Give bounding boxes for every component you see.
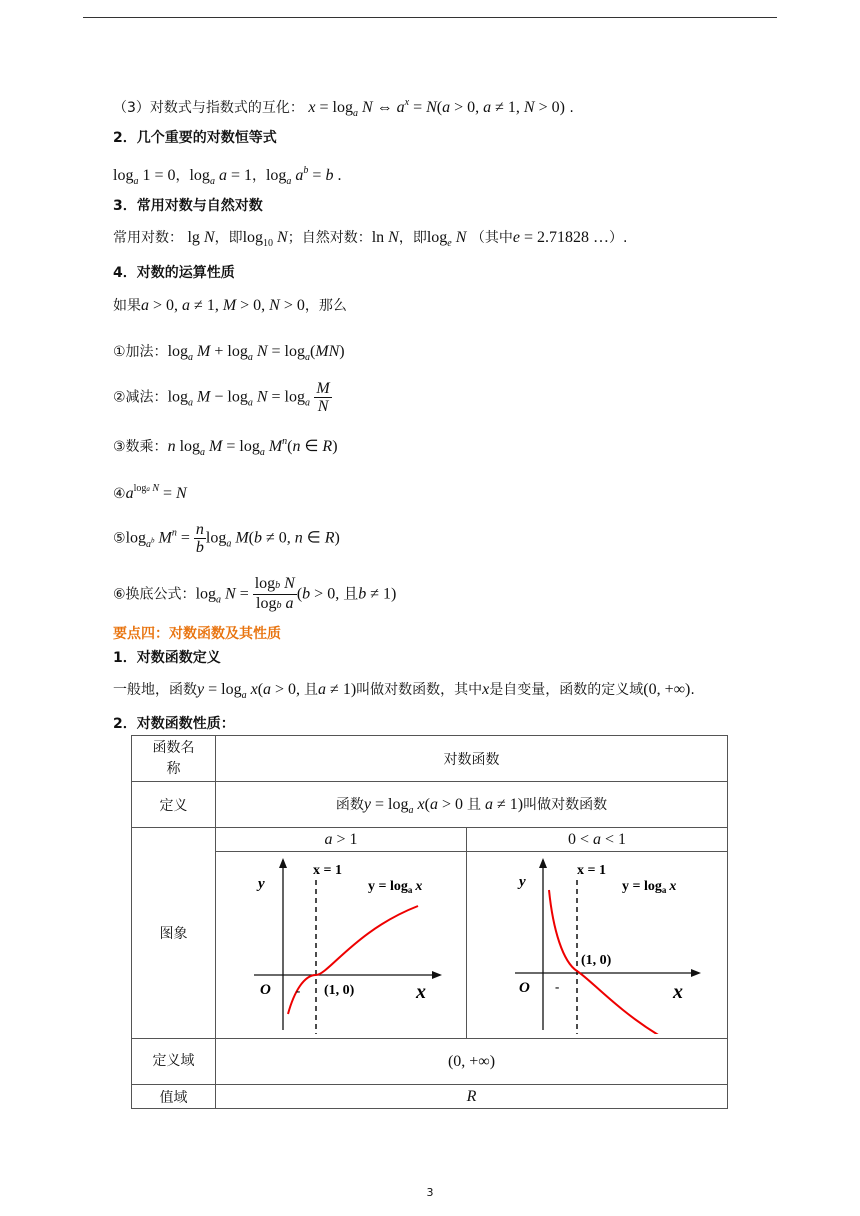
definition-suffix: 是自变量，函数的定义域	[489, 682, 644, 698]
definition-var: x	[482, 681, 490, 698]
row-domain	[132, 1039, 728, 1085]
x-arrow-icon	[691, 969, 701, 977]
x-arrow-icon	[432, 971, 442, 979]
rule-5-label: ⑤	[113, 530, 126, 547]
y-label: y	[258, 876, 265, 892]
graph-a-gt-1	[216, 852, 466, 1034]
rule-scalar: ③数乘：n $\log_a M = \log_a M^n(n$ ∈ R)	[113, 436, 338, 458]
conversion-end: .	[569, 100, 574, 116]
point-label: (1, 0)	[581, 953, 612, 968]
function-label: $y = \log_a x$	[622, 879, 677, 895]
key-point-heading: 要点四：对数函数及其性质	[113, 626, 281, 642]
condition-line: 如果a > 0, a ≠ 1, M > 0, N > 0，那么	[113, 297, 347, 314]
y-arrow-icon	[279, 858, 287, 868]
common-log-sep3: ，即	[398, 230, 427, 246]
y-label: y	[519, 874, 526, 890]
range-label: 值域	[132, 1085, 216, 1109]
common-log-line: 常用对数： lg N，即$\log_{10} N$；自然对数：ln N，即$\log_e N$ （其中e = 2.71828 …）.	[113, 229, 628, 249]
function-name-label: 函数名称	[132, 736, 216, 782]
graph-label: 图象	[132, 828, 216, 1039]
common-log-sep1: ，即	[214, 230, 243, 246]
definition-prefix: 一般地，函数	[113, 682, 197, 698]
rule-subtraction: ②减法：$\log_a M - \log_a N = \log_a$ $\frac{M}{N}$	[113, 380, 330, 415]
common-log-sep2: ；自然对数：	[287, 230, 372, 246]
dash-mark: -	[296, 983, 301, 998]
page-number: 3	[426, 1186, 434, 1199]
origin-label: O	[519, 980, 530, 996]
range-value: R	[216, 1085, 728, 1109]
header-rule	[83, 17, 777, 18]
row-definition	[132, 782, 728, 828]
definition-line: 一般地，函数$y = \log_a x(a > 0$, 且a ≠ 1)叫做对数函数，其中x是自变量，函数的定义域(0, +∞).	[113, 681, 695, 701]
definition-domain: (0, +∞)	[643, 681, 691, 698]
condition-prefix: 如果	[113, 298, 141, 314]
rule-5: $⑤\log_{a^b}$ $M^n$ = $\frac{n}{b}$ $\log_a M(b \ne 0$, n ∈ R)	[113, 521, 340, 556]
row-function-name	[132, 736, 728, 782]
heading-definition: 1．对数函数定义	[113, 650, 221, 666]
definition-label: 定义	[132, 782, 216, 828]
heading-properties: 2．对数函数性质：	[113, 716, 235, 732]
x-label: x	[673, 981, 683, 1003]
dash-mark: -	[555, 979, 560, 994]
rule-scalar-label: ③数乘：	[113, 439, 168, 455]
rule-4-label: ④	[113, 486, 126, 502]
def-prefix: 函数	[335, 796, 364, 813]
heading-log-rules: 4．对数的运算性质	[113, 265, 235, 281]
identities-line: $\log_a 1 = 0$，$\log_a a = 1$，$\log_a a^b = b$ .	[113, 165, 342, 187]
line-label: x = 1	[313, 863, 342, 878]
graph-a-lt-1	[467, 852, 727, 1034]
heading-identities: 2．几个重要的对数恒等式	[113, 130, 277, 146]
case-a-gt-1: a > 1	[216, 828, 467, 852]
line-label: x = 1	[577, 863, 606, 878]
def-suffix: 叫做对数函数	[523, 796, 608, 813]
rule-subtraction-label: ②减法：	[113, 389, 168, 406]
heading-common-log: 3．常用对数与自然对数	[113, 198, 263, 214]
properties-table	[131, 735, 728, 1109]
rule-change-base-label: ⑥换底公式：	[113, 586, 196, 603]
rule-4: $④a^{loga N} = N$	[113, 483, 187, 502]
rule-addition: ①加法：$\log_a M + \log_a N = \log_a(MN)$	[113, 343, 345, 363]
definition-value: 函数$y = \log_a x(a > 0$ 且 a ≠ 1)叫做对数函数	[216, 782, 728, 828]
definition-end: .	[690, 682, 695, 698]
function-name-value: 对数函数	[216, 736, 728, 782]
domain-label: 定义域	[132, 1039, 216, 1085]
origin-label: O	[260, 982, 271, 998]
point-label: (1, 0)	[324, 983, 355, 998]
graph-cell-1	[216, 852, 467, 1039]
case-a-lt-1: 0 < a < 1	[467, 828, 728, 852]
row-graphs	[132, 852, 728, 1039]
function-label: $y = \log_a x$	[368, 879, 423, 895]
graph-cell-2	[467, 852, 728, 1039]
row-cases	[132, 828, 728, 852]
condition-suffix: ，那么	[304, 298, 347, 314]
conversion-label: （3）对数式与指数式的互化：	[113, 100, 304, 116]
rule-addition-label: ①加法：	[113, 344, 168, 360]
x-label: x	[416, 981, 426, 1003]
row-range	[132, 1085, 728, 1109]
y-arrow-icon	[539, 858, 547, 868]
common-log-label: 常用对数：	[113, 230, 183, 246]
rule-change-base: ⑥换底公式：$\log_a N$ = $\frac{\text{logb N}}{\text{logb a}}$ (b > 0, 且b ≠ 1)	[113, 575, 397, 612]
conversion-line: （3）对数式与指数式的互化： $x = \log_a N$ ⇔ $a^x = N(a > 0$, a ≠ 1, N > 0) .	[113, 97, 574, 119]
domain-value: (0, +∞)	[216, 1039, 728, 1085]
definition-mid: 叫做对数函数，其中	[356, 682, 483, 698]
